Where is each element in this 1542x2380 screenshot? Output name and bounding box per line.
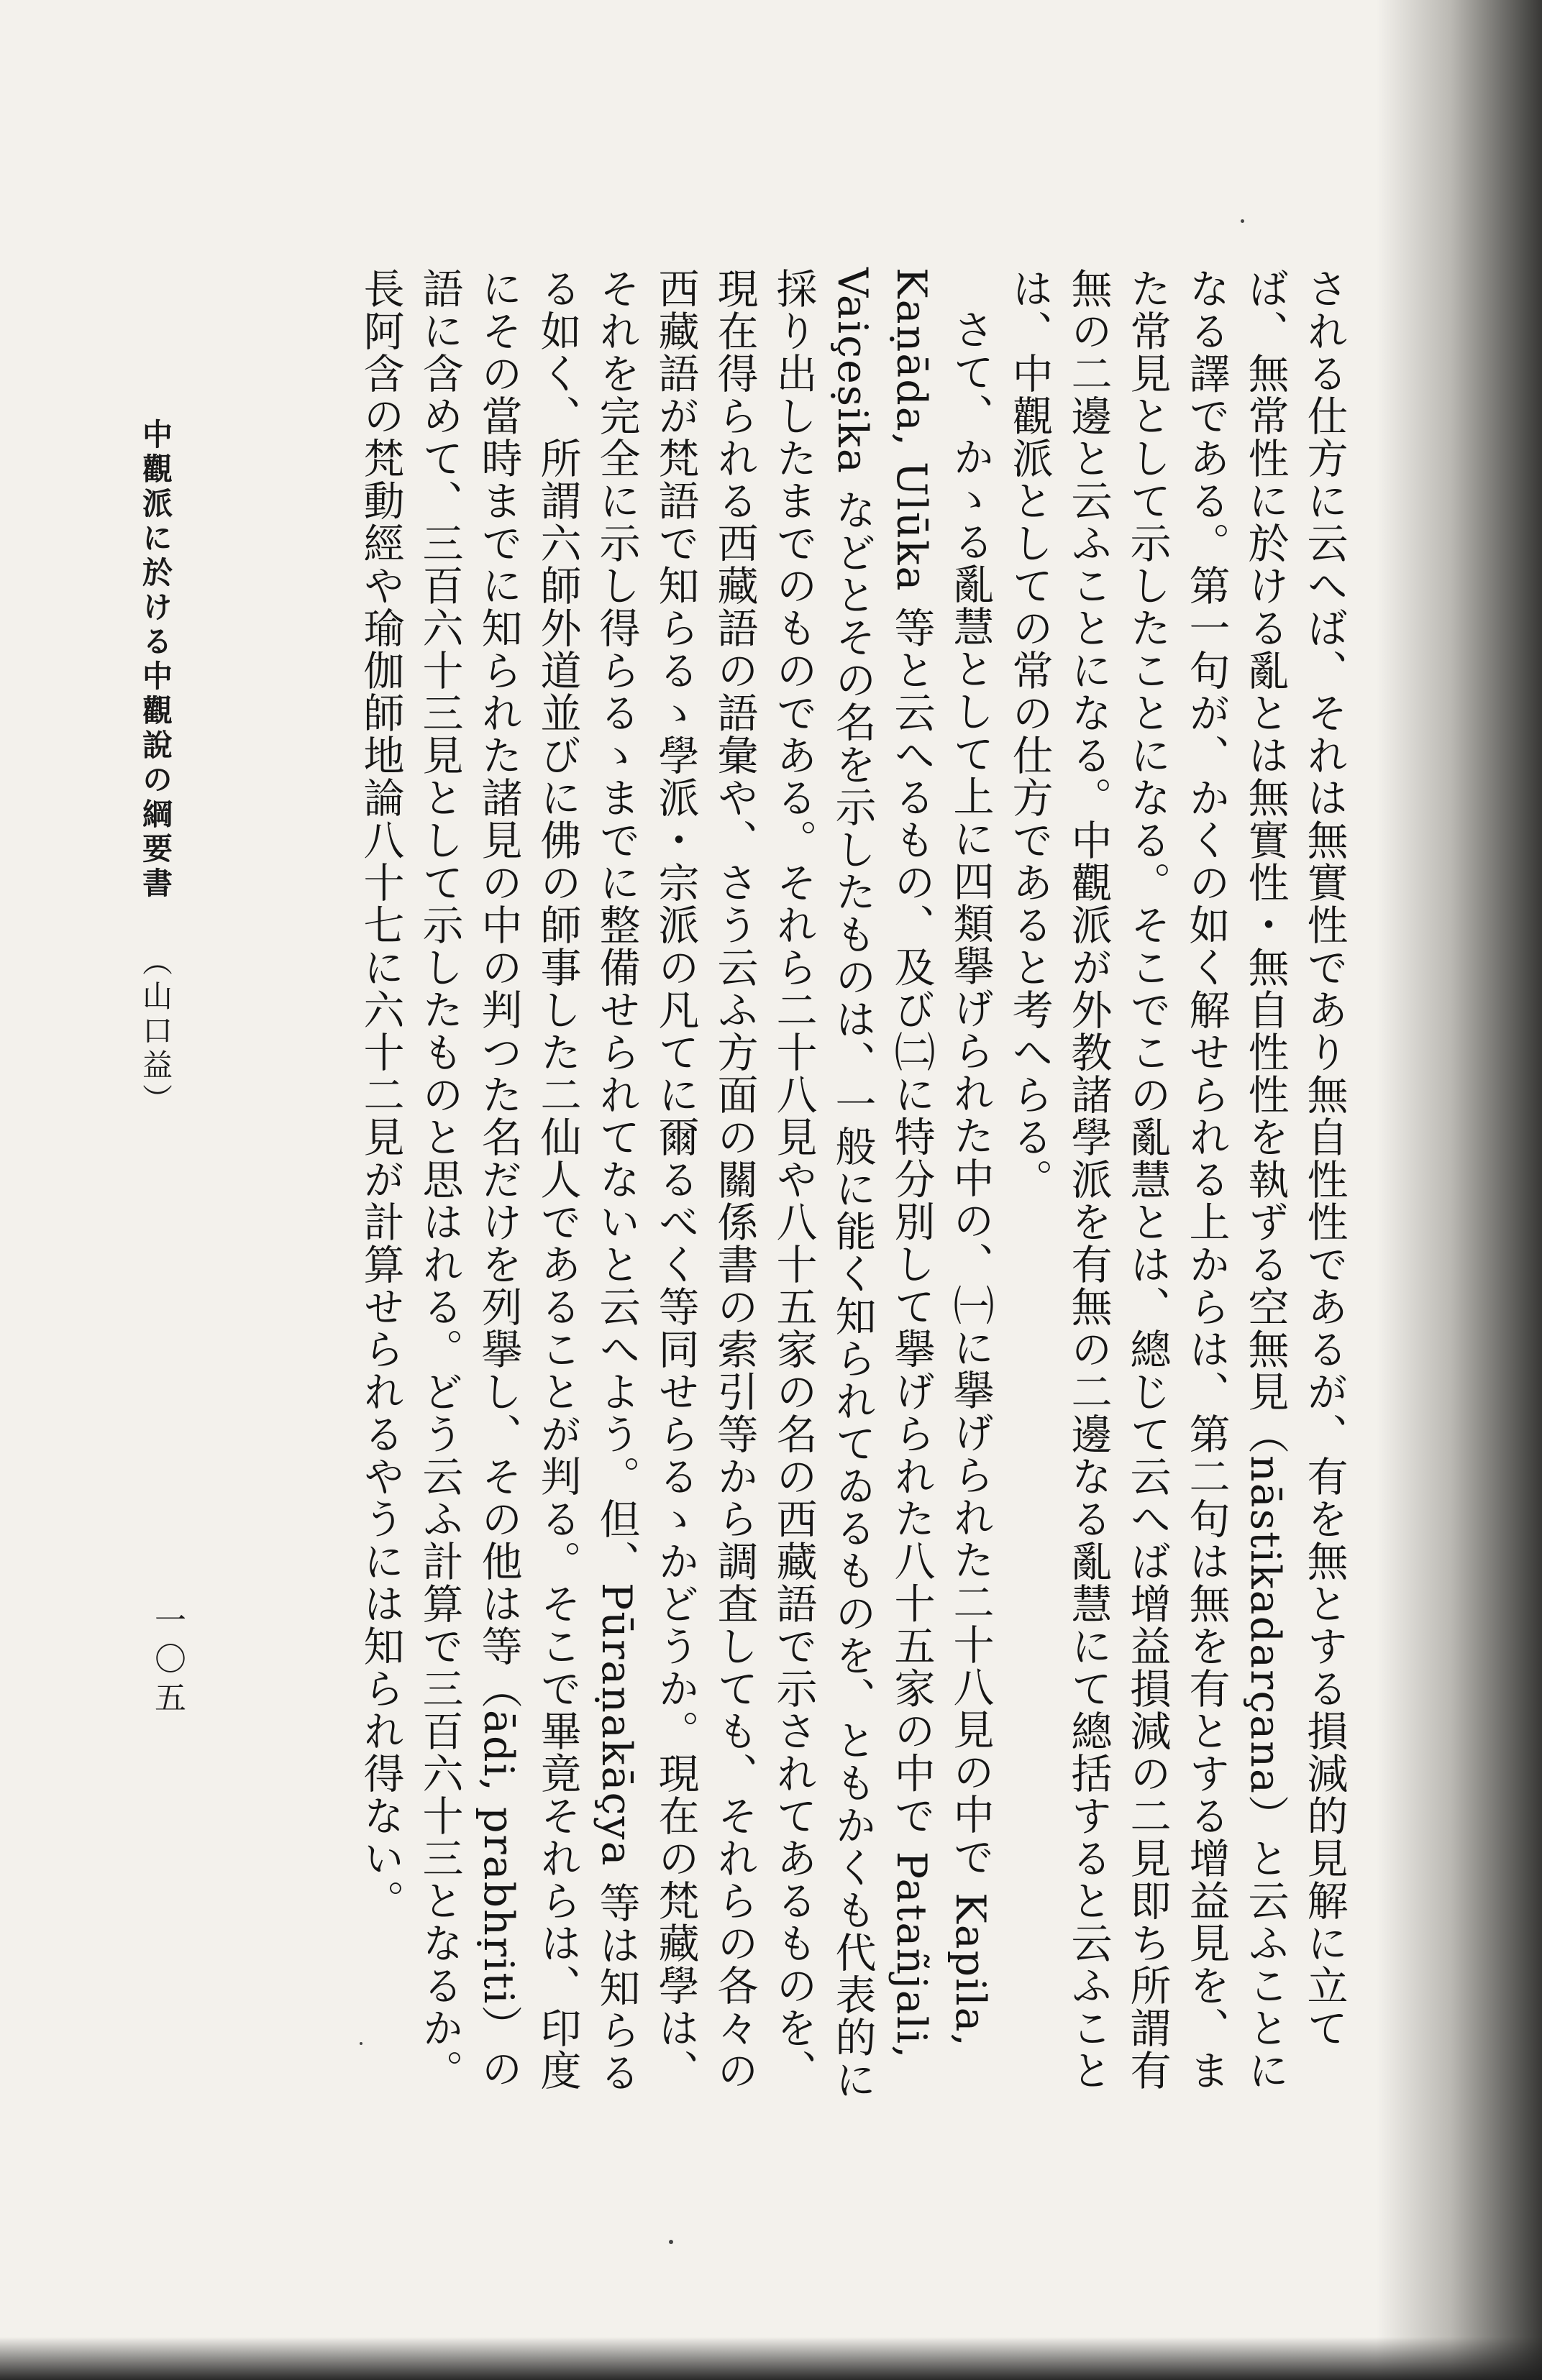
paragraph-1: される仕方に云へば、それは無實性であり無自性性であるが、有を無とする損減的見解に立てば、無常性に於ける亂とは無實性・無自性性を執ずる空無見（nāstikadarçana）と云ふことになる譯である。第一句が、かくの如く解せられる上からは、第二句は無を有とする增益見を、また常見として示したことになる。そこでこの亂慧とは、總じて云へば增益損減の二見即ち所謂有無の二邊と云ふことになる。中觀派が外教諸學派を有無の二邊なる亂慧にて總括すると云ふことは、中觀派としての常の仕方であると考へらる。 [1005, 267, 1348, 2092]
page-number: 一〇五 [149, 1603, 186, 1720]
dust-speck [669, 2240, 673, 2244]
book-gutter-shadow [1377, 0, 1542, 2380]
dust-speck [1241, 219, 1244, 223]
paragraph-2: さて、かゝる亂慧として上に四類擧げられた中の、㈠に擧げられた二十八見の中で Kapila, Kaṇāda, Ulūka 等と云へるもの、及び㈡に特分別して擧げられた八十五家の中で Patañjali, Vaiçeṣika などとその名を示したものは、一般に能く知られてゐるものを、ともかくも代表的に採り出したまでのものである。それら二十八見や八十五家の名の西藏語で示されてあるものを、現在得られる西藏語の語彙や、さう云ふ方面の關係書の索引等から調査しても、それらの各々の西藏語が梵語で知らるゝ學派・宗派の凡てに爾るべく等同せらるゝかどうか。現在の梵藏學は、それを完全に示し得らるゝまでに整備せられてないと云へよう。但、Pūraṇakāçya 等は知らるる如く、所謂六師外道並びに佛の師事した二仙人であることが判る。そこで畢竟それらは、印度にその當時までに知られた諸見の中の判つた名だけを列擧し、その他は等（ādi, prabhṛiti）の語に含めて、三百六十三見として示したものと思はれる。どう云ふ計算で三百六十三となるか。長阿含の梵動經や瑜伽師地論八十七に六十二見が計算せられるやうには知られ得ない。 [357, 267, 994, 2101]
page-bottom-edge [0, 2337, 1542, 2380]
main-text-column-block [351, 267, 1354, 2108]
running-title-text: 中觀派に於ける中觀說の綱要書 [138, 418, 173, 902]
running-footer-title [134, 418, 177, 1118]
running-title-author: （山口益） [138, 945, 173, 1118]
